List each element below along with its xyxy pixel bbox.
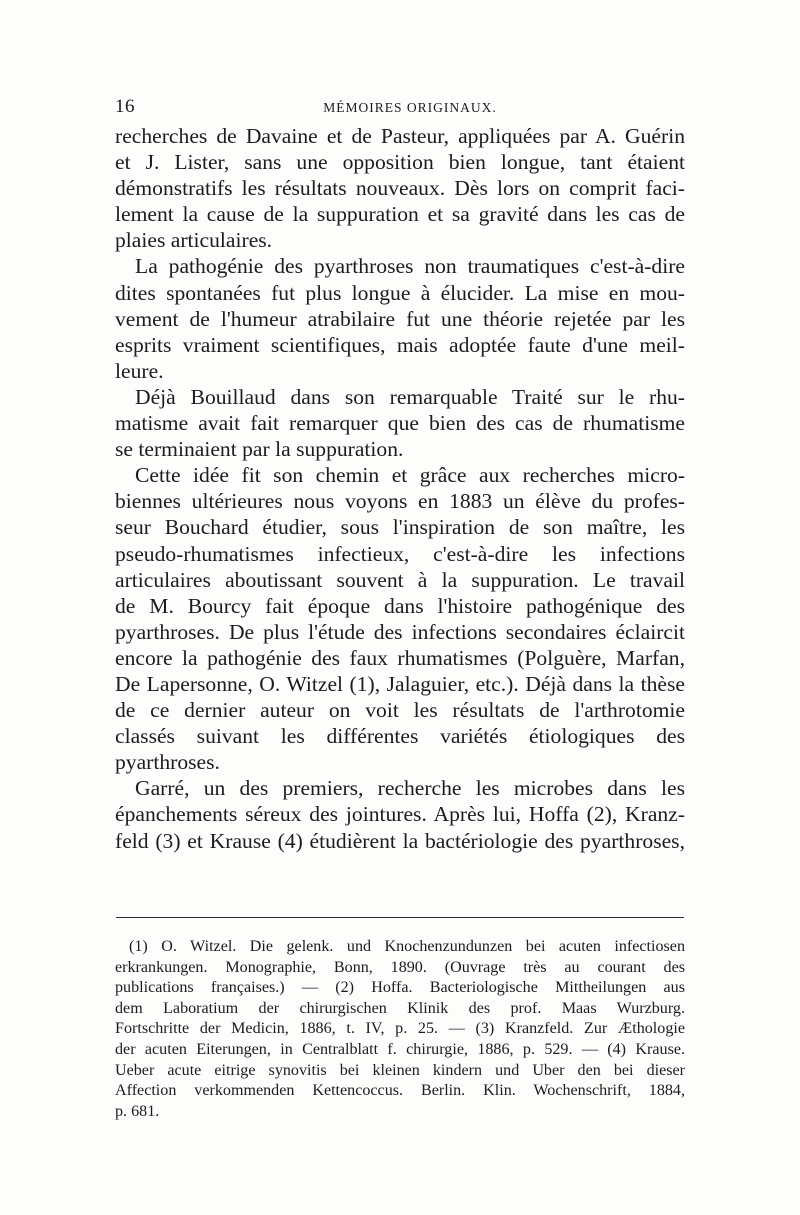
body-line: biennes ultérieures nous voyons en 1883 un élève du profes- [115, 489, 685, 514]
footnote-separator [116, 917, 684, 918]
footnote-line: Fortschritte der Medicin, 1886, t. IV, p. 25. — (3) Kranzfeld. Zur Æthologie [115, 1020, 685, 1038]
body-line: de M. Bourcy fait époque dans l'histoire pathogénique des [115, 593, 685, 618]
body-line: épanchements séreux des jointures. Après lui, Hoffa (2), Kranz- [115, 802, 685, 827]
body-line: pseudo-rhumatismes infectieux, c'est-à-dire les infections [115, 541, 685, 566]
body-line: démonstratifs les résultats nouveaux. Dès lors on comprit faci- [115, 176, 685, 201]
footnote-line: der acuten Eiterungen, in Centralblatt f. chirurgie, 1886, p. 529. — (4) Krause. [115, 1040, 685, 1058]
body-line: pyarthroses. De plus l'étude des infections secondaires éclaircit [115, 619, 685, 644]
body-line: lement la cause de la suppuration et sa gravité dans les cas de [115, 202, 685, 227]
running-title: MÉMOIRES ORIGINAUX. [323, 100, 497, 115]
body-line: Garré, un des premiers, recherche les microbes dans les [135, 776, 685, 801]
body-line: plaies articulaires. [115, 228, 273, 253]
body-line: De Lapersonne, O. Witzel (1), Jalaguier, etc.). Déjà dans la thèse [115, 671, 685, 696]
body-line: de ce dernier auteur on voit les résultats de l'arthrotomie [115, 698, 685, 723]
body-text [115, 123, 685, 854]
body-line: recherches de Davaine et de Pasteur, appliquées par A. Guérin [115, 124, 685, 148]
body-line: feld (3) et Krause (4) étudièrent la bactériologie des pyarthroses, [115, 828, 685, 853]
body-line: Déjà Bouillaud dans son remarquable Traité sur le rhu- [135, 384, 685, 409]
body-line: classés suivant les différentes variétés étiologiques des [115, 724, 685, 749]
footnote-line: p. 681. [115, 1102, 160, 1120]
body-line: vement de l'humeur atrabilaire fut une théorie rejetée par les [115, 306, 685, 331]
page-number: 16 [115, 96, 135, 117]
body-line: matisme avait fait remarquer que bien des cas de rhumatisme [115, 411, 685, 436]
footnote-line: Ueber acute eitrige synovitis bei kleinen kindern und Uber den bei dieser [115, 1061, 685, 1079]
body-line: Cette idée fit son chemin et grâce aux recherches micro- [135, 463, 685, 488]
body-line: dites spontanées fut plus longue à élucider. La mise en mou- [115, 280, 685, 305]
footnote-line: publications françaises.) — (2) Hoffa. Bacteriologische Mittheilungen aus [115, 979, 685, 997]
footnote-line: dem Laboratium der chirurgischen Klinik des prof. Maas Wurzburg. [115, 999, 685, 1017]
running-head [115, 96, 685, 120]
footnote-line: Affection verkommenden Kettencoccus. Berlin. Klin. Wochenschrift, 1884, [115, 1082, 685, 1100]
body-line: articulaires aboutissant souvent à la suppuration. Le travail [115, 567, 685, 592]
body-line: seur Bouchard étudier, sous l'inspiration de son maître, les [115, 515, 685, 540]
footnote-line: (1) O. Witzel. Die gelenk. und Knochenzundunzen bei acuten infectiosen [129, 938, 685, 955]
body-line: La pathogénie des pyarthroses non traumatiques c'est-à-dire [135, 254, 685, 279]
body-line: leure. [115, 358, 164, 383]
body-line: esprits vraiment scientifiques, mais adoptée faute d'une meil- [115, 332, 685, 357]
body-line: se terminaient par la suppuration. [115, 437, 404, 462]
body-line: et J. Lister, sans une opposition bien longue, tant étaient [115, 150, 685, 175]
body-line: encore la pathogénie des faux rhumatismes (Polguère, Marfan, [115, 645, 685, 670]
footnotes [115, 937, 685, 1122]
body-line: pyarthroses. [115, 750, 220, 775]
footnote-line: erkrankungen. Monographie, Bonn, 1890. (Ouvrage très au courant des [115, 958, 685, 976]
